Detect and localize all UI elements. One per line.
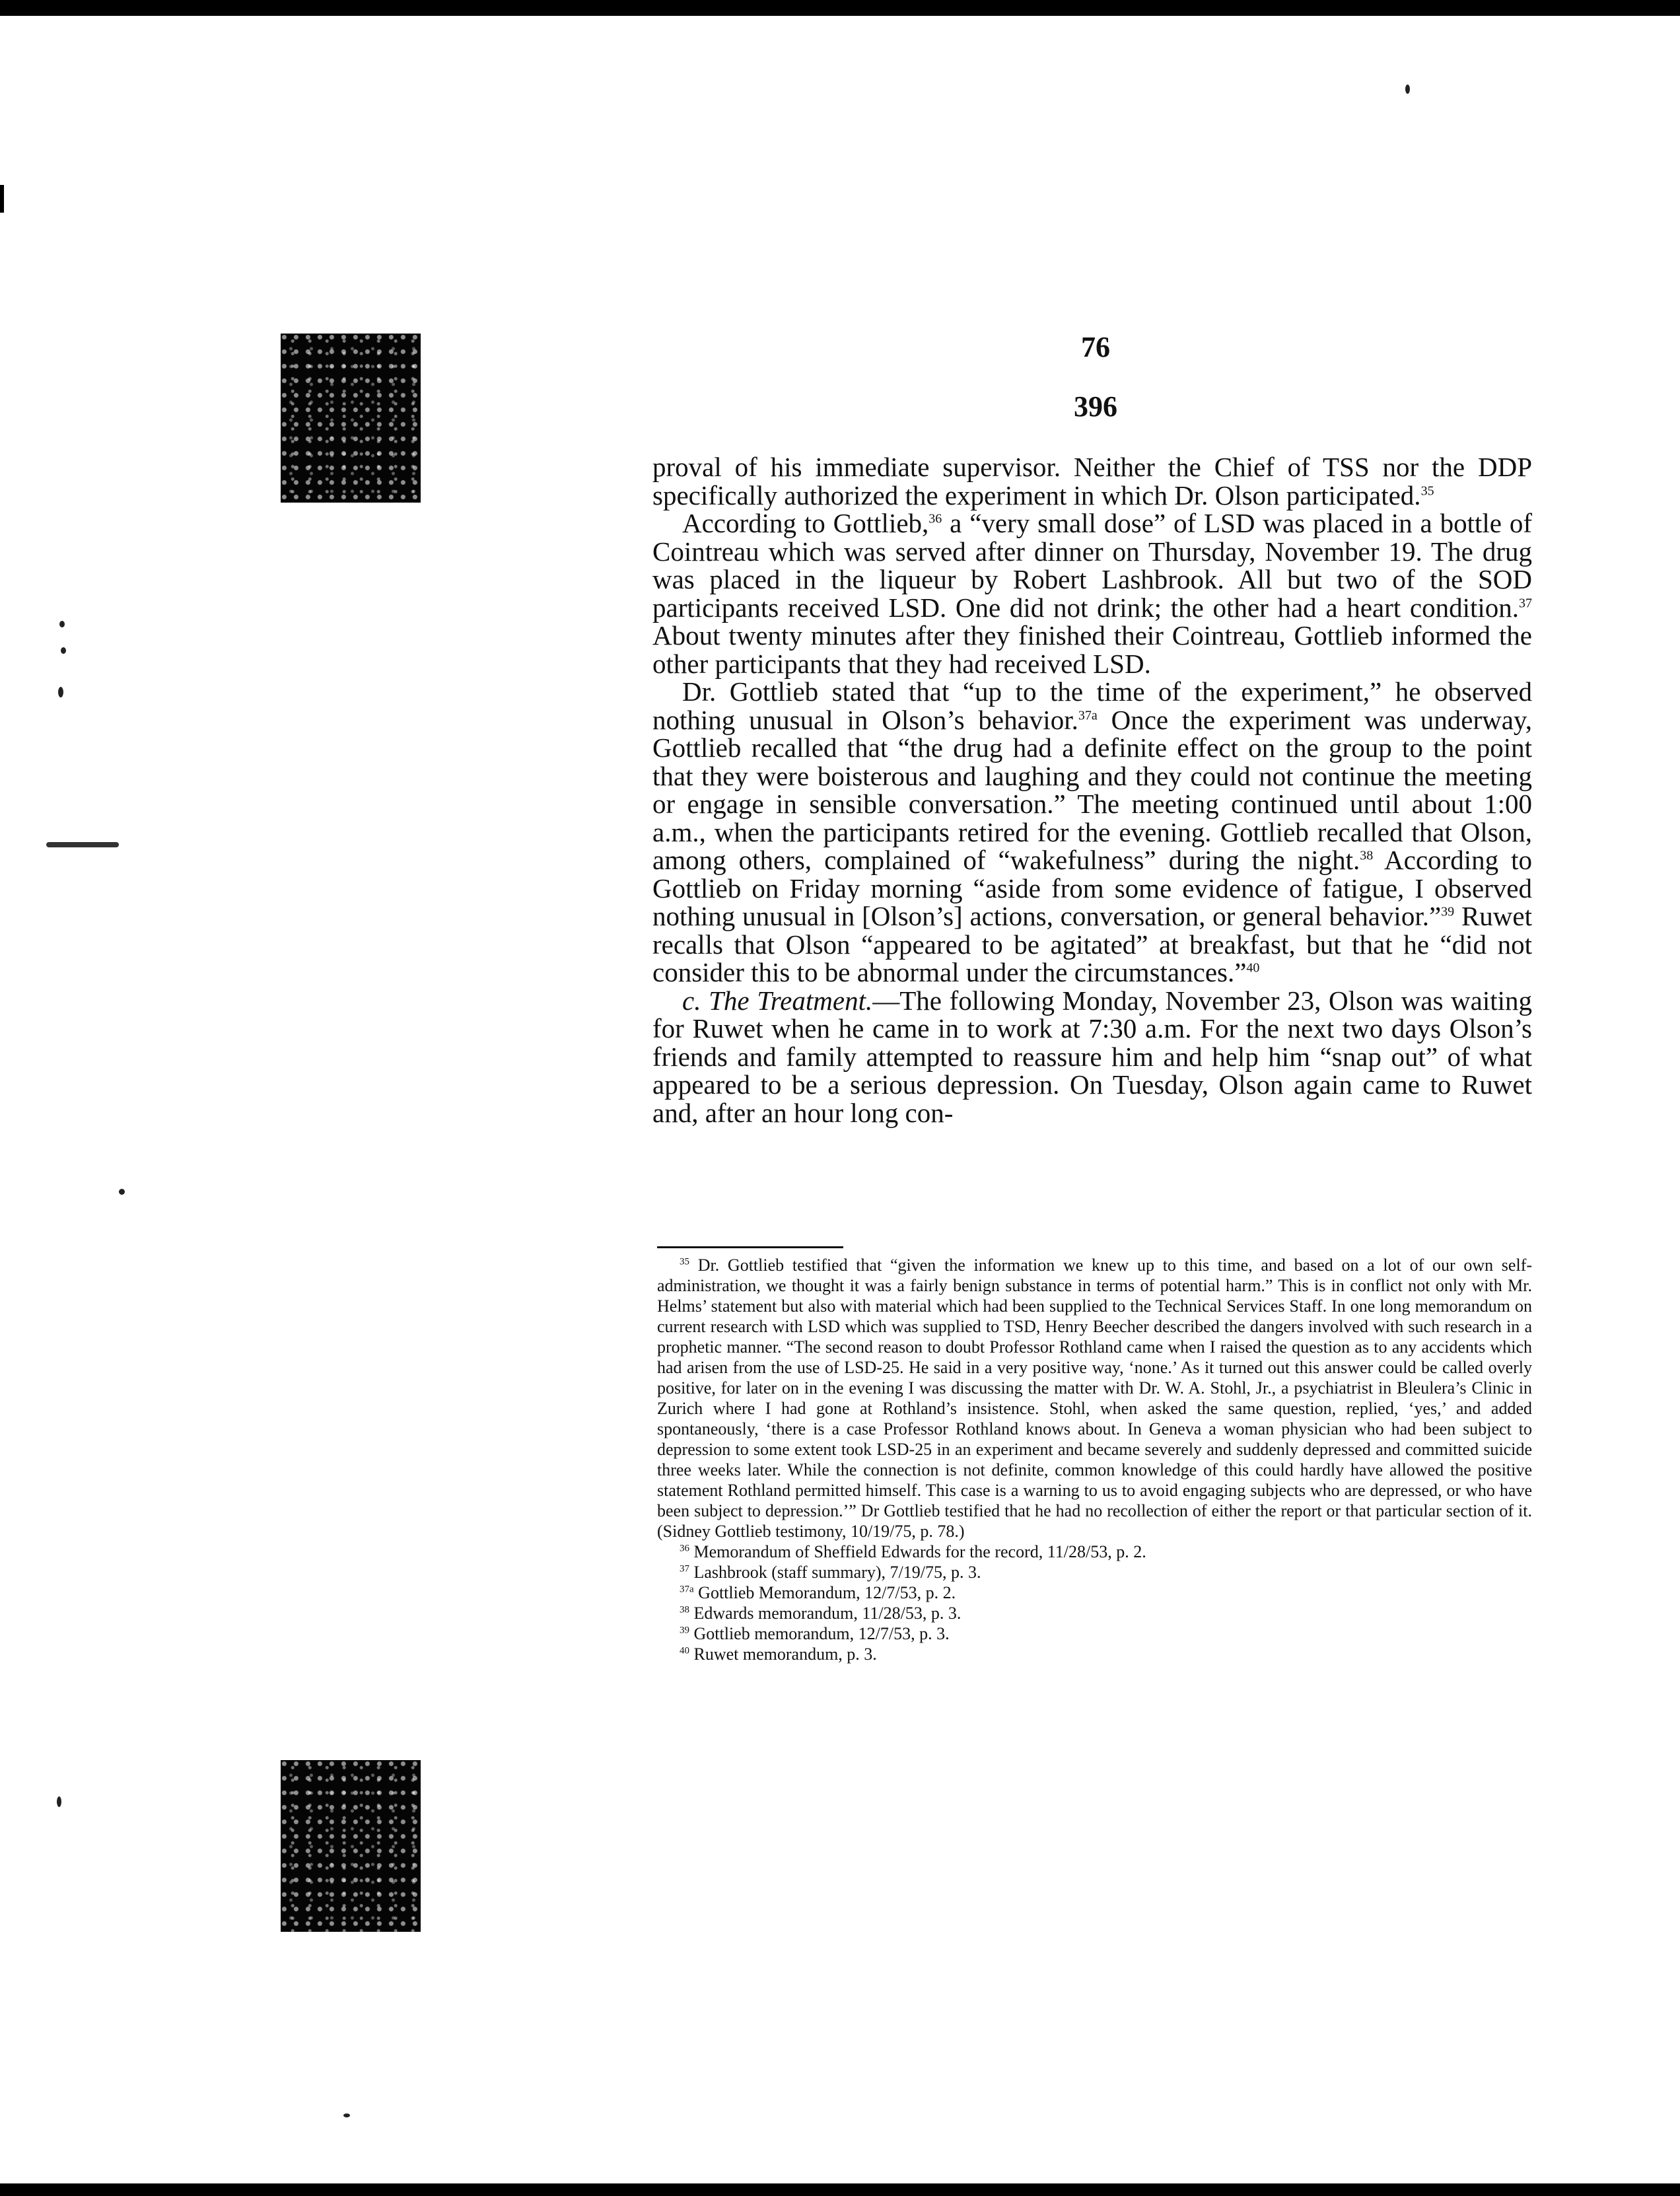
scan-border-bottom — [0, 2183, 1680, 2196]
footnote-37 — [657, 1562, 1532, 1582]
footnote-rule — [657, 1246, 843, 1248]
paragraph-text: proval of his immediate supervisor. Neither the Chief of TSS nor the DDP specifically authorized the experiment in which Dr. Olson participated. — [652, 452, 1532, 511]
footnote-text: Gottlieb memorandum, 12/7/53, p. 3. — [693, 1624, 950, 1643]
redaction-block-bottom — [281, 1760, 421, 1932]
footnote-text: Edwards memorandum, 11/28/53, p. 3. — [693, 1604, 962, 1623]
paragraph-text: According to Gottlieb on Friday morning “aside from some evidence of fatigue, I observed nothing unusual in [Olson’s] actions, conversation, or general behavior.” — [652, 845, 1532, 931]
paragraph-text: About twenty minutes after they finished their Cointreau, Gottlieb informed the other participants that they had received LSD. — [652, 620, 1532, 679]
footnote-number: 40 — [680, 1645, 689, 1656]
footnote-ref: 38 — [1360, 848, 1374, 863]
footnote-text: Dr. Gottlieb testified that “given the information we knew up to this time, and based on a lot of our own self-administration, we thought it was a fairly benign substance in terms of potential harm.” This is in conflict not only with Mr. Helms’ statement but also with material which had been supplied to the Technical Services Staff. In one long memorandum on current research with LSD which was supplied to TSD, Henry Beecher described the dangers involved with such research in a prophetic manner. “The second reason to doubt Professor Rothland came when I raised the question as to any accidents which had arisen from the use of LSD-25. He said in a very positive way, ‘none.’ As it turned out this answer could be called overly positive, for later on in the evening I was discussing the matter with Dr. W. A. Stohl, Jr., a psychiatrist in Bleulera’s Clinic in Zurich where I had gone at Rothland’s insistence. Stohl, when asked the same question, replied, ‘yes,’ and added spontaneously, ‘there is a case Professor Rothland knows about. In Geneva a woman physician who had been subject to depression to some extent took LSD-25 in an experiment and became severely and suddenly depressed and committed suicide three weeks later. While the connection is not definite, common knowledge of this could hardly have allowed the positive statement Rothland permitted himself. This case is a warning to us to avoid engaging subjects who are depressed, or who have been subject to depression.’” Dr Gottlieb testified that he had no recollection of either the report or that particular section of it. (Sidney Gottlieb testimony, 10/19/75, p. 78.) — [657, 1256, 1533, 1541]
scan-speck — [57, 1796, 61, 1807]
footnote-37a — [657, 1582, 1532, 1603]
scan-border-top — [0, 0, 1680, 16]
footnote-38 — [657, 1603, 1532, 1623]
paragraph-3 — [652, 678, 1532, 987]
footnote-35 — [657, 1255, 1532, 1541]
footnote-text: Ruwet memorandum, p. 3. — [693, 1645, 877, 1664]
paragraph-text: a “very small dose” of LSD was placed in a bottle of Cointreau which was served after dinner on Thursday, November 19. The drug was placed in the liqueur by Robert Lashbrook. All but two of the SOD participants received LSD. One did not drink; the other had a heart condition. — [652, 508, 1532, 623]
footnote-40 — [657, 1644, 1532, 1664]
footnotes — [657, 1255, 1532, 1664]
paragraph-text: —The following Monday, November 23, Olson was waiting for Ruwet when he came in to work at 7:30 a.m. For the next two days Olson’s friends and family attempted to reassure him and help him “snap out” of what appeared to be a serious depression. On Tuesday, Olson again came to Ruwet and, after an hour long con- — [652, 985, 1532, 1128]
scan-speck — [343, 2113, 350, 2117]
footnote-number: 37 — [680, 1563, 689, 1575]
paragraph-text: Once the experiment was underway, Gottlieb recalled that “the drug had a definite effect on the group to the point that they were boisterous and laughing and they could not continue the meeting or engage in sensible conversation.” The meeting continued until about 1:00 a.m., when the participants retired for the evening. Gottlieb recalled that Olson, among others, complained of “wakefulness” during the night. — [652, 704, 1532, 875]
footnote-ref: 35 — [1420, 483, 1434, 498]
footnote-text: Lashbrook (staff summary), 7/19/75, p. 3. — [693, 1563, 981, 1582]
paragraph-text: Ruwet recalls that Olson “appeared to be agitated” at breakfast, but that he “did not consider this to be abnormal under the circumstances.” — [652, 901, 1532, 987]
paragraph-1 — [652, 453, 1532, 509]
footnote-ref: 40 — [1246, 960, 1260, 975]
footnote-ref: 39 — [1441, 904, 1455, 919]
footnote-text: Gottlieb Memorandum, 12/7/53, p. 2. — [698, 1583, 956, 1602]
footnote-39 — [657, 1623, 1532, 1644]
scan-speck — [61, 647, 66, 654]
scan-speck — [119, 1189, 125, 1195]
footnote-number: 37a — [680, 1584, 694, 1595]
footnote-number: 36 — [680, 1543, 689, 1554]
scan-speck — [59, 621, 65, 627]
scan-speck — [1405, 85, 1410, 94]
redaction-block-top — [281, 334, 421, 503]
scan-speck — [58, 687, 63, 697]
main-body-text — [652, 453, 1532, 1127]
footnote-ref: 37 — [1519, 595, 1532, 610]
page-number-bottom: 396 — [1074, 390, 1117, 423]
footnote-number: 39 — [680, 1625, 689, 1636]
footnote-number: 35 — [680, 1256, 689, 1267]
section-heading: c. The Treatment. — [682, 985, 873, 1016]
footnote-text: Memorandum of Sheffield Edwards for the record, 11/28/53, p. 2. — [693, 1542, 1146, 1561]
paragraph-4 — [652, 987, 1532, 1127]
footnote-ref: 37a — [1078, 707, 1098, 723]
paragraph-text: According to Gottlieb, — [682, 508, 929, 538]
paragraph-2 — [652, 509, 1532, 678]
scan-edge-mark — [0, 185, 4, 213]
page-number-top: 76 — [1081, 331, 1110, 363]
footnote-ref: 36 — [928, 511, 942, 526]
footnote-number: 38 — [680, 1604, 689, 1615]
scan-dash-mark — [46, 842, 119, 847]
footnote-36 — [657, 1541, 1532, 1562]
paragraph-text: Dr. Gottlieb stated that “up to the time of the experiment,” he observed nothing unusual in Olson’s behavior. — [652, 676, 1532, 735]
